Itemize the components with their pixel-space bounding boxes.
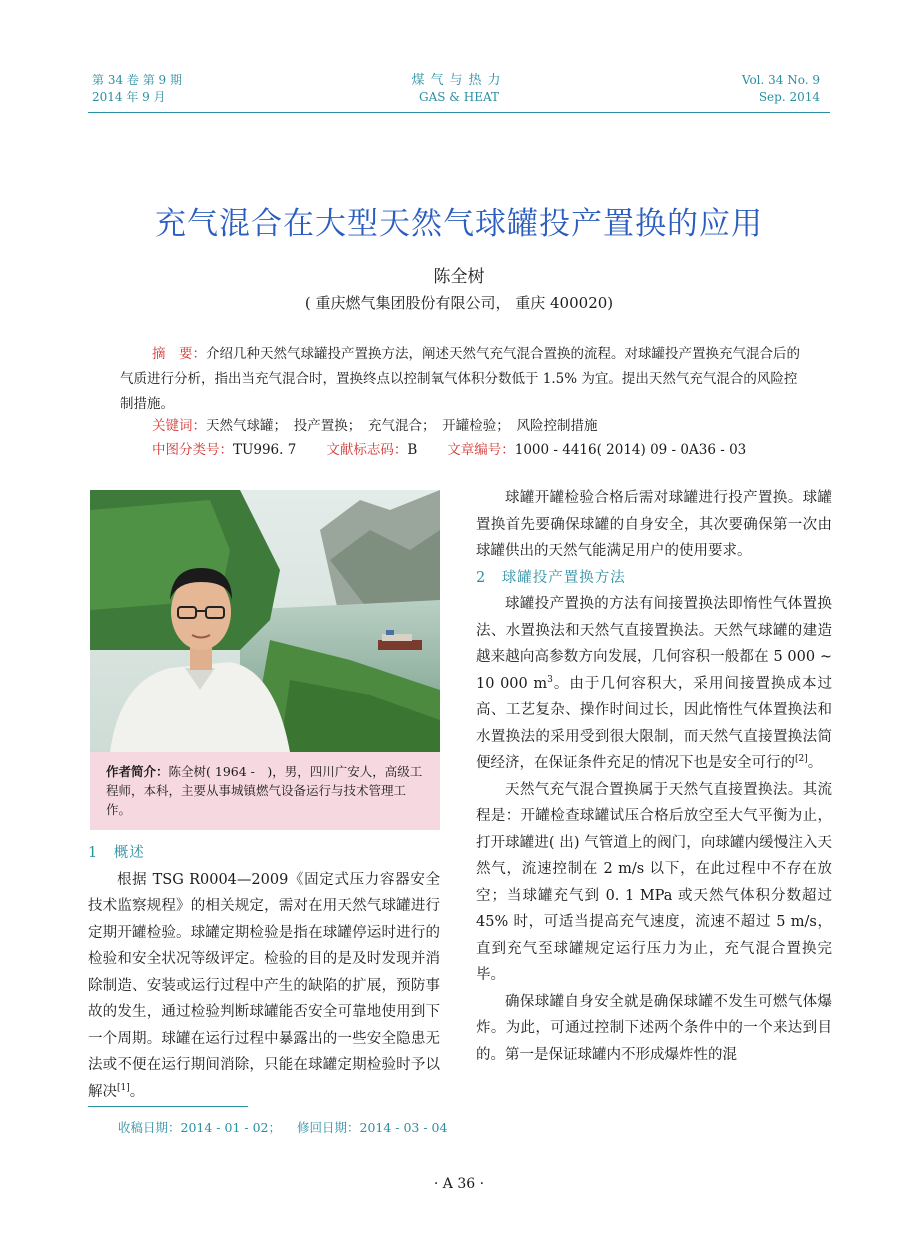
author-name: 陈全树 [433, 267, 485, 287]
header-divider [88, 112, 830, 113]
author-photo-illustration [90, 490, 440, 752]
article-number-value: 1000 - 4416( 2014) 09 - 0A36 - 03 [514, 442, 747, 458]
volume-en: Vol. 34 No. 9 [741, 73, 820, 87]
doc-code-label: 文献标志码： [326, 442, 408, 458]
section-2-text-a: 球罐投产置换的方法有间接置换法即惰性气体置换法、水置换法和天然气直接置换法。天然气球罐的建造越来越向高参数方向发展，几何容积一般都在 5 000 ~ 10 000 m [476, 596, 832, 692]
keywords-label: 关键词： [152, 418, 206, 434]
left-column [88, 840, 440, 1105]
bio-label: 作者简介： [106, 764, 169, 779]
clc-value: TU996. 7 [233, 442, 297, 458]
issue-date-en: Sep. 2014 [758, 90, 820, 104]
author-affiliation: ( 重庆燃气集团股份有限公司， 重庆 400020) [304, 294, 614, 312]
revised-date: 2014 - 03 - 04 [359, 1120, 448, 1135]
section-1-paragraph [88, 867, 440, 1106]
journal-name-en: GAS & HEAT [418, 90, 500, 104]
citation-1: [1] [117, 1082, 130, 1093]
doc-code-value: B [407, 442, 418, 458]
section-2-paragraph-2: 天然气充气混合置换属于天然气直接置换法。其流程是：开罐检查球罐试压合格后放空至大气平衡为止，打开球罐进( 出) 气管道上的阀门，向球罐内缓慢注入天然气，流速控制在 2 m/s 以下，在此过程中不存在放空；当球罐充气到 0. 1 MPa 或天然气体积分数超过 45% 时，可适当提高充气速度，流速不超过 5 m/s，直到充气至球罐规定运行压力为止，充气混合置换完毕。 [476, 781, 832, 983]
intro-paragraph: 球罐开罐检验合格后需对球罐进行投产置换。球罐置换首先要确保球罐的自身安全，其次要确保第一次由球罐供出的天然气能满足用户的使用要求。 [476, 490, 832, 559]
received-label: 收稿日期： [118, 1120, 181, 1135]
page-number: · A 36 · [433, 1176, 485, 1192]
author-photo [90, 490, 440, 752]
revised-label: 修回日期： [296, 1120, 360, 1135]
bio-text: 陈全树( 1964 - )，男，四川广安人，高级工程师，本科，主要从事城镇燃气设备运行与技术管理工作。 [106, 764, 423, 817]
classification-line [152, 440, 746, 460]
abstract-text: 介绍几种天然气球罐投产置换方法，阐述天然气充气混合置换的流程。对球罐投产置换充气混合后的气质进行分析，指出当充气混合时，置换终点以控制氧气体积分数低于 1.5% 为宜。提出天然气充气混合的风险控制措施。 [120, 346, 800, 412]
clc-label: 中图分类号： [152, 442, 233, 458]
journal-volume-en [742, 72, 820, 106]
issue-date-cn: 2014 年 9 月 [92, 90, 166, 104]
keywords [152, 416, 598, 436]
citation-2: [2] [795, 754, 808, 765]
section-1-text: 根据 TSG R0004—2009《固定式压力容器安全技术监察规程》的相关规定，需对在用天然气球罐进行定期开罐检验。球罐定期检验是指在球罐停运时进行的检验和安全状况等级评定。检验的目的是及时发现并消除制造、安装或运行过程中产生的缺陷的扩展，预防事故的发生，通过检验判断球罐能否安全可靠地使用到下一个周期。球罐在运行过程中暴露出的一些安全隐患无法或不便在运行期间消除，只能在球罐定期检验时予以解决 [88, 871, 440, 1100]
journal-name-cn: 煤气与热力 [411, 73, 507, 88]
received-date: 2014 - 01 - 02； [180, 1120, 281, 1135]
keywords-text: 天然气球罐； 投产置换； 充气混合； 开罐检验； 风险控制措施 [206, 418, 598, 434]
abstract-label: 摘 要： [152, 346, 206, 362]
article-title: 充气混合在大型天然气球罐投产置换的应用 [155, 206, 763, 242]
article-number-label: 文章编号： [447, 442, 515, 458]
abstract [120, 342, 800, 417]
section-2-paragraph-1 [476, 591, 832, 777]
superscript-3: 3 [547, 674, 553, 685]
section-2-text-end: 。 [807, 755, 823, 771]
section-1-text-end: 。 [129, 1083, 145, 1100]
right-column [476, 485, 832, 1068]
section-2-paragraph-3: 确保球罐自身安全就是确保球罐不发生可燃气体爆炸。为此，可通过控制下述两个条件中的一个来达到目的。第一是保证球罐内不形成爆炸性的混 [476, 993, 832, 1063]
volume-issue: 第 34 卷 第 9 期 [92, 73, 182, 87]
section-1-heading: 1 概述 [88, 845, 145, 861]
author-bio [90, 752, 440, 830]
footnote-dates [118, 1118, 447, 1136]
section-2-heading: 2 球罐投产置换方法 [476, 569, 626, 586]
footnote-divider [88, 1106, 248, 1107]
section-2-text-b: 。由于几何容积大，采用间接置换成本过高、工艺复杂、操作时间过长，因此惰性气体置换法和水置换法的采用受到很大限制，而天然气直接置换法简便经济，在保证条件充足的情况下也是安全可行的 [476, 675, 832, 771]
